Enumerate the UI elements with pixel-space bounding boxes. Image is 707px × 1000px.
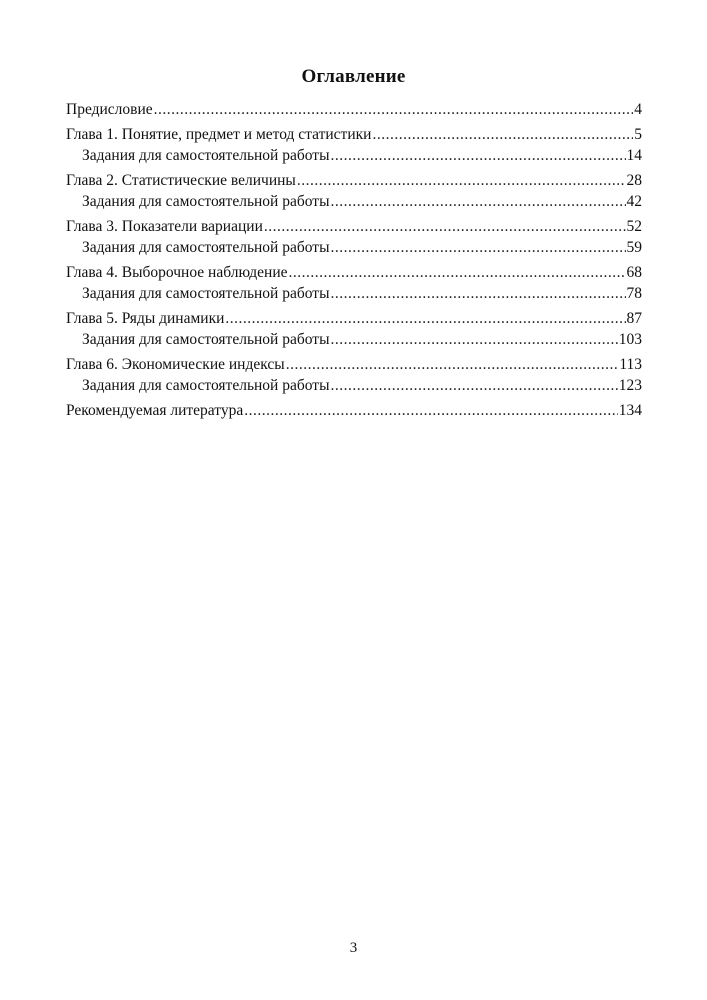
dot-leader xyxy=(264,216,626,237)
toc-entry-page: 4 xyxy=(634,101,642,118)
toc-entry-page: 103 xyxy=(618,331,642,348)
toc-entry-page: 52 xyxy=(626,218,642,235)
toc-entry-label: Предисловие xyxy=(66,101,153,118)
toc-entry-chapter-1-exercises[interactable] xyxy=(66,145,642,166)
toc-entry-chapter-5[interactable] xyxy=(66,308,642,329)
toc-entry-chapter-6[interactable] xyxy=(66,354,642,375)
dot-leader xyxy=(297,170,626,191)
dot-leader xyxy=(330,329,617,350)
toc-entry-page: 28 xyxy=(626,172,642,189)
toc-entry-label: Глава 3. Показатели вариации xyxy=(66,218,263,235)
toc-entry-chapter-4[interactable] xyxy=(66,262,642,283)
toc-entry-label: Глава 5. Ряды динамики xyxy=(66,310,225,327)
toc-entry-label: Рекомендуемая литература xyxy=(66,402,244,419)
toc-entry-references[interactable] xyxy=(66,400,642,421)
toc-entry-page: 68 xyxy=(626,264,642,281)
toc-entry-label: Задания для самостоятельной работы xyxy=(82,147,330,164)
page-number: 3 xyxy=(349,940,358,956)
toc-entry-chapter-6-exercises[interactable] xyxy=(66,375,642,396)
toc-entry-preface[interactable] xyxy=(66,99,642,120)
dot-leader xyxy=(330,191,625,212)
dot-leader xyxy=(372,124,633,145)
toc-entry-page: 14 xyxy=(626,147,642,164)
toc-entry-page: 87 xyxy=(626,310,642,327)
table-of-contents xyxy=(66,99,642,421)
dot-leader xyxy=(330,375,617,396)
toc-entry-page: 113 xyxy=(619,356,642,373)
toc-entry-page: 134 xyxy=(618,402,642,419)
toc-entry-label: Задания для самостоятельной работы xyxy=(82,193,330,210)
toc-entry-label: Глава 6. Экономические индексы xyxy=(66,356,285,373)
toc-entry-label: Задания для самостоятельной работы xyxy=(82,377,330,394)
toc-entry-chapter-4-exercises[interactable] xyxy=(66,283,642,304)
dot-leader xyxy=(244,400,618,421)
dot-leader xyxy=(330,237,625,258)
toc-entry-label: Глава 2. Статистические величины xyxy=(66,172,296,189)
toc-entry-label: Глава 4. Выборочное наблюдение xyxy=(66,264,288,281)
toc-entry-page: 78 xyxy=(626,285,642,302)
toc-entry-chapter-2-exercises[interactable] xyxy=(66,191,642,212)
toc-entry-page: 5 xyxy=(634,126,642,143)
toc-entry-label: Задания для самостоятельной работы xyxy=(82,285,330,302)
toc-title: Оглавление xyxy=(301,66,406,87)
dot-leader xyxy=(286,354,619,375)
toc-entry-page: 59 xyxy=(626,239,642,256)
toc-entry-page: 123 xyxy=(618,377,642,394)
dot-leader xyxy=(154,99,634,120)
toc-entry-label: Задания для самостоятельной работы xyxy=(82,239,330,256)
dot-leader xyxy=(330,145,625,166)
dot-leader xyxy=(330,283,625,304)
dot-leader xyxy=(289,262,626,283)
toc-entry-label: Глава 1. Понятие, предмет и метод статистики xyxy=(66,126,372,143)
toc-entry-chapter-3[interactable] xyxy=(66,216,642,237)
toc-entry-chapter-5-exercises[interactable] xyxy=(66,329,642,350)
toc-entry-chapter-3-exercises[interactable] xyxy=(66,237,642,258)
dot-leader xyxy=(225,308,625,329)
toc-entry-chapter-1[interactable] xyxy=(66,124,642,145)
toc-entry-label: Задания для самостоятельной работы xyxy=(82,331,330,348)
toc-entry-chapter-2[interactable] xyxy=(66,170,642,191)
toc-entry-page: 42 xyxy=(626,193,642,210)
